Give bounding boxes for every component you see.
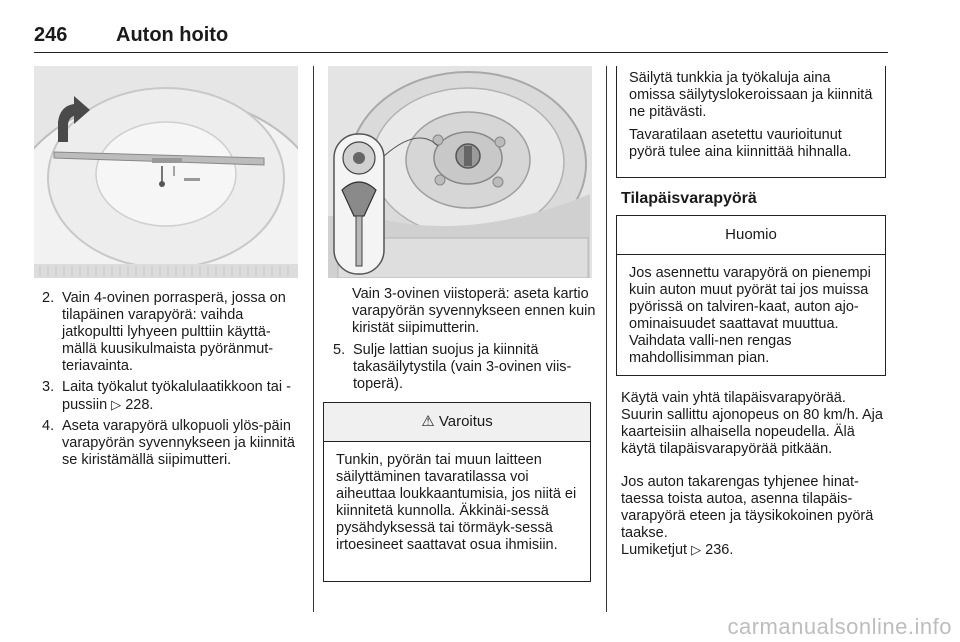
warning-body <box>324 442 590 554</box>
notice-title: Huomio <box>725 226 777 243</box>
warning-box <box>323 402 591 582</box>
page-header <box>34 18 888 53</box>
snow-chains-text: Lumiketjut <box>621 542 692 558</box>
step-text: Laita työkalut työkalulaatikkoon tai -pussiin <box>62 379 291 413</box>
step-text: Aseta varapyörä ulkopuoli ylös-päin varapyörän syvennykseen ja kiinnitä se kiristämällä siipimutteri. <box>62 418 295 468</box>
notice-text: Jos asennettu varapyörä on pienempi kuin auton muut pyörät tai jos muissa pyörissä on talviren-kaat, auton ajo-ominaisuudet saattavat muuttua. Vaihdata valli-nen rengas mahdollisimman pian. <box>629 265 871 366</box>
spare-wheel-illustration <box>34 66 298 278</box>
section-title: Tilapäisvarapyörä <box>621 190 757 207</box>
notice-body <box>617 255 885 367</box>
storage-note-box <box>616 66 886 178</box>
list-item <box>42 290 304 375</box>
warning-header <box>324 403 590 442</box>
list-item <box>333 342 601 393</box>
step-text-end: . <box>149 397 154 413</box>
paragraph: Käytä vain yhtä tilapäisvarapyörää. Suurin sallittu ajonopeus on 80 km/h. Aja kaarteisiin alhaisella nopeudella. Älä käytä tilapäisvarapyörää pitkään. <box>621 390 883 457</box>
storage-note-text: Tavaratilaan asetettu vaurioitunut pyörä tulee aina kiinnittää hihnalla. <box>629 127 852 160</box>
warning-text: Tunkin, pyörän tai muun laitteen säilyttäminen tavaratilassa voi aiheuttaa loukkaantumisia, jos niitä ei kiinnitetä kunnolla. Äkkinäi-sessä pysähdyksessä tai törmäyk-sessä irtoesineet saattavat osua ihmisiin. <box>336 452 577 553</box>
figure-caption: Vain 3-ovinen viistoperä: aseta kartio varapyörän syvennykseen ennen kuin kiristät siipimutterin. <box>352 286 596 336</box>
xref-arrow-icon: ▷ <box>691 542 702 557</box>
snow-chains-text-end: . <box>729 542 734 558</box>
page-title: Auton hoito <box>116 24 229 46</box>
storage-note-text: Säilytä tunkkia ja työkaluja aina omissa säilytyslokeroissaan ja kiinnitä ne pitävästi. <box>629 70 873 120</box>
list-item <box>42 418 304 469</box>
watermark: carmanualsonline.info <box>727 614 952 639</box>
storage-note-body <box>617 66 885 161</box>
steps-list-left <box>42 290 304 473</box>
step-number: 5. <box>333 342 346 358</box>
step-text: Vain 4-ovinen porrasperä, jossa on tilapäinen varapyörä: vaihda jatkopultti lyhyeen pulttiin käyttä-mällä kuusikulmaista pyöränmut-teriavainta. <box>62 290 286 374</box>
notice-box <box>616 215 886 376</box>
step-number: 2. <box>42 290 55 306</box>
list-item <box>42 379 304 414</box>
step-text: Sulje lattian suojus ja kiinnitä takasäilytystila (vain 3-ovinen viis-toperä). <box>353 342 572 392</box>
page-reference-link[interactable]: 236 <box>705 542 730 558</box>
xref-arrow-icon: ▷ <box>111 397 122 412</box>
page-number: 246 <box>34 24 68 46</box>
paragraph <box>621 541 889 559</box>
notice-header <box>617 216 885 255</box>
steps-list-middle <box>333 342 601 397</box>
warning-title: Varoitus <box>438 413 493 430</box>
paragraph: Jos auton takarengas tyhjenee hinat-taessa toista autoa, asenna tilapäis-varapyörä eteen ja täysikokoinen pyörä taakse. <box>621 474 874 541</box>
column-divider-2 <box>606 66 607 612</box>
warning-triangle-icon: ⚠ <box>421 413 435 430</box>
page-reference-link[interactable]: 228 <box>125 397 150 413</box>
wing-nut-illustration <box>328 66 592 278</box>
step-number: 4. <box>42 418 55 434</box>
step-number: 3. <box>42 379 55 395</box>
column-divider-1 <box>313 66 314 612</box>
